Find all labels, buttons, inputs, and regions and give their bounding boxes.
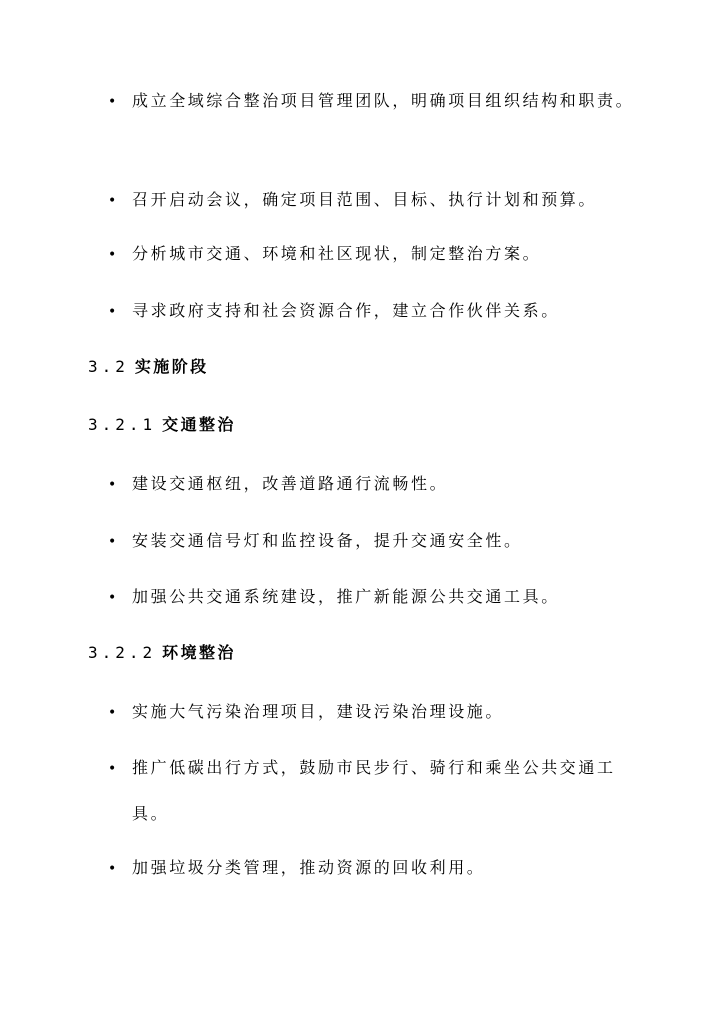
subsection-title: 交通整治 bbox=[162, 415, 236, 434]
subsection-title: 环境整治 bbox=[162, 643, 236, 662]
subsection-number: 3.2.1 bbox=[88, 415, 157, 434]
list-item-text: 安装交通信号灯和监控设备，提升交通安全性。 bbox=[132, 531, 523, 550]
list-item-text: 分析城市交通、环境和社区现状，制定整治方案。 bbox=[132, 244, 542, 263]
list-item-text: 成立全域综合整治项目管理团队，明确项目组织结构和职责。 bbox=[132, 91, 635, 110]
section-title: 实施阶段 bbox=[134, 357, 209, 376]
list-item-text: 加强垃圾分类管理，推动资源的回收利用。 bbox=[132, 858, 486, 877]
bullet-marker: • bbox=[108, 705, 117, 721]
subsection-heading bbox=[88, 413, 236, 437]
list-item-text: 寻求政府支持和社会资源合作，建立合作伙伴关系。 bbox=[132, 301, 560, 320]
bullet-marker: • bbox=[108, 761, 117, 777]
list-item-text: 加强公共交通系统建设，推广新能源公共交通工具。 bbox=[132, 587, 560, 606]
list-item-text: 建设交通枢纽，改善道路通行流畅性。 bbox=[132, 474, 449, 493]
section-heading bbox=[88, 355, 209, 379]
list-item-text: 推广低碳出行方式，鼓励市民步行、骑行和乘坐公共交通工具。 bbox=[132, 758, 616, 823]
bullet-marker: • bbox=[108, 534, 117, 550]
bullet-marker: • bbox=[108, 94, 117, 110]
bullet-marker: • bbox=[108, 477, 117, 493]
section-number: 3.2 bbox=[88, 357, 129, 376]
subsection-number: 3.2.2 bbox=[88, 643, 157, 662]
bullet-marker: • bbox=[108, 304, 117, 320]
bullet-marker: • bbox=[108, 247, 117, 263]
bullet-marker: • bbox=[108, 590, 117, 606]
subsection-heading bbox=[88, 641, 236, 665]
bullet-marker: • bbox=[108, 861, 117, 877]
list-item-text: 实施大气污染治理项目，建设污染治理设施。 bbox=[132, 702, 505, 721]
bullet-marker: • bbox=[108, 193, 117, 209]
list-item-text: 召开启动会议，确定项目范围、目标、执行计划和预算。 bbox=[132, 190, 598, 209]
